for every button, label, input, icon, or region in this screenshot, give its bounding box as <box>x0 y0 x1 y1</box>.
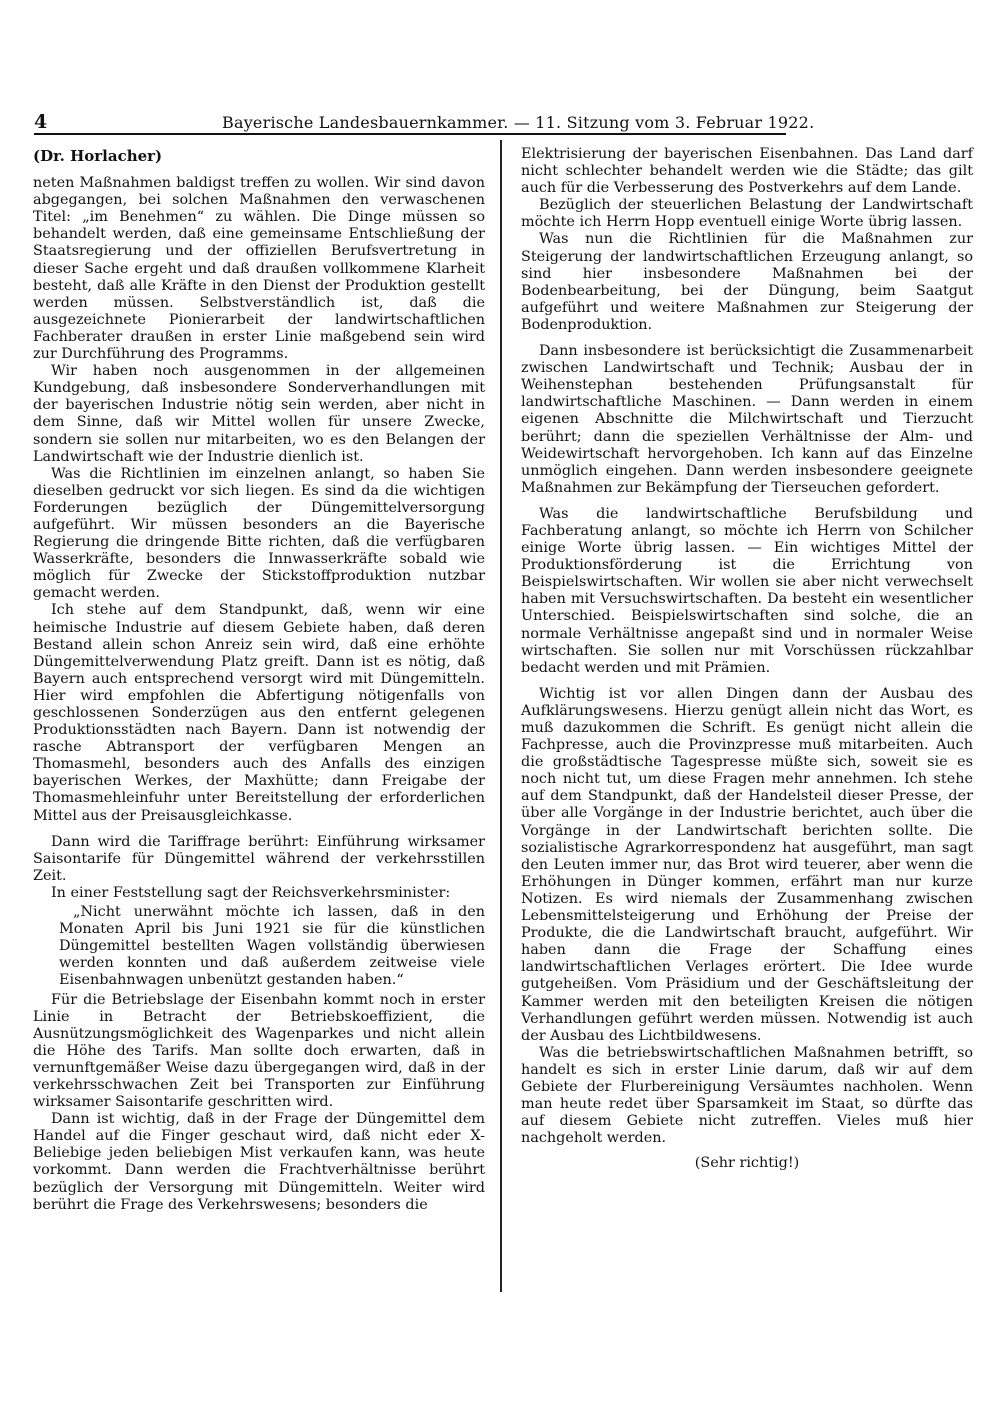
paragraph: Elektrisierung der bayerischen Eisenbahnen. Das Land darf nicht schlechter behandelt werden wie die Städte; das gilt auch für die Verbesserung des Postverkehrs auf dem Lande. <box>521 146 973 197</box>
paragraph: Was nun die Richtlinien für die Maßnahmen zur Steigerung der landwirtschaftlichen Erzeugung anlangt, so sind hier insbesondere Maßnahmen bei der Bodenbearbeitung, bei der Düngung, beim Saatgut aufgeführt und weitere Maßnahmen zur Steigerung der Bodenproduktion. <box>521 231 973 333</box>
paragraph: Für die Betriebslage der Eisenbahn kommt noch in erster Linie in Betracht der Betriebskoeffizient, die Ausnützungsmöglichkeit des Wagenparkes und nicht allein die Höhe des Tarifs. Man sollte doch erwarten, daß in vernunftgemäßer Weise dazu übergegangen wird, daß in der verkehrsschwachen Zeit bei Transporten zur Einführung wirksamer Saisontarife geschritten wird. <box>33 991 485 1111</box>
paragraph: neten Maßnahmen baldigst treffen zu wollen. Wir sind davon abgegangen, bei solchen Maßnahmen den verwaschenen Titel: „im Benehmen“ zu wählen. Die Dinge müssen so behandelt werden, daß eine gemeinsame Entschließung der Staatsregierung und der offiziellen Berufsvertretung in dieser Sache ergeht und daß draußen vollkommene Klarheit besteht, daß alle Kräfte in den Dienst der Produktion gestellt werden müssen. Selbstverständlich ist, daß die ausgezeichnete Pionierarbeit der landwirtschaftlichen Fachberater draußen in erster Linie maßgebend sein wird zur Durchführung des Programms. <box>33 175 485 363</box>
paragraph: Was die Richtlinien im einzelnen anlangt, so haben Sie dieselben gedruckt vor sich liegen. Es sind da die wichtigen Forderungen bezüglich der Düngemittelversorgung aufgeführt. Wir müssen besonders an die Bayerische Regierung die dringende Bitte richten, daß die verfügbaren Wasserkräfte, besonders die Innwasserkräfte sobald wie möglich für Zwecke der Stickstoffproduktion nutzbar gemacht werden. <box>33 465 485 602</box>
paragraph: Wichtig ist vor allen Dingen dann der Ausbau des Aufklärungswesens. Hierzu genügt allein nicht das Wort, es muß dazukommen die Schrift. Es genügt nicht allein die Fachpresse, auch die Provinzpresse muß mitarbeiten. Auch die großstädtische Tagespresse müßte sich, soweit sie es noch nicht tut, um diese Fragen mehr annehmen. Ich stehe auf dem Standpunkt, daß der Handelsteil dieser Presse, der über alle Vorgänge in der Industrie berichtet, auch über die Vorgänge in der Landwirtschaft berichten sollte. Die sozialistische Agrarkorrespondenz hat ausgeführt, man sagt den Leuten immer nur, das Brot wird teuerer, aber wenn die Erhöhungen in Dünger kommen, erfährt man nur kurze Notizen. Es wird niemals der Zusammenhang zwischen Lebensmittelsteigerung und Erhöhung der Preise der Produkte, die die Landwirtschaft braucht, aufgeführt. Wir haben dann die Frage der Schaffung eines landwirtschaftlichen Verlages erörtert. Die Idee wurde gutgeheißen. Vom Präsidium und der Geschäftsleitung der Kammer werden mit den beteiligten Kreisen die nötigen Verhandlungen geführt werden müssen. Notwendig ist auch der Ausbau des Lichtbildwesens. <box>521 685 973 1044</box>
paragraph: Ich stehe auf dem Standpunkt, daß, wenn wir eine heimische Industrie auf diesem Gebiete haben, daß deren Bestand allein schon Anreiz sein wird, daß eine erhöhte Düngemittelverwendung Platz greift. Dann ist es nötig, daß Bayern auch entsprechend versorgt wird mit Düngemitteln. Hier wird empfohlen die Abfertigung nötigenfalls von geschlossenen Sonderzügen aus den entfernt gelegenen Produktionsstädten nach Bayern. Dann ist notwendig der rasche Abtransport der verfügbaren Mengen an Thomasmehl, besonders auch des Anfalls des einzigen bayerischen Werkes, der Maxhütte; dann Freigabe der Thomasmehleinfuhr unter Bereitstellung der erforderlichen Mittel aus der Preisausgleichkasse. <box>33 602 485 824</box>
running-header <box>34 109 815 135</box>
right-column <box>521 146 973 1172</box>
paragraph: Dann ist wichtig, daß in der Frage der Düngemittel dem Handel auf die Finger geschaut wird, daß nicht eder X-Beliebige jeden beliebigen Mist verkaufen kann, was heute vorkommt. Dann werden die Frachtverhältnisse berührt bezüglich der Versorgung mit Düngemitteln. Weiter wird berührt die Frage des Verkehrswesens; besonders die <box>33 1111 485 1213</box>
paragraph: Bezüglich der steuerlichen Belastung der Landwirtschaft möchte ich Herrn Hopp eventuell einige Worte übrig lassen. <box>521 197 973 231</box>
header-title: Bayerische Landesbauernkammer. — 11. Sitzung vom 3. Februar 1922. <box>222 113 815 132</box>
paragraph: In einer Feststellung sagt der Reichsverkehrsminister: <box>51 884 451 901</box>
paragraph: Dann insbesondere ist berücksichtigt die Zusammenarbeit zwischen Landwirtschaft und Technik; Ausbau der in Weihenstephan bestehenden Prüfungsanstalt für landwirtschaftliche Maschinen. — Dann werden in einem eigenen Abschnitte die Milchwirtschaft und Tierzucht berührt; dann die speziellen Verhältnisse der Alm- und Weidewirtschaft hervorgehoben. Ich kann auf das Einzelne unmöglich eingehen. Dann werden insbesondere geeignete Maßnahmen zur Bekämpfung der Tierseuchen gefordert. <box>521 343 973 496</box>
page-number: 4 <box>34 111 48 133</box>
column-divider <box>500 140 502 1292</box>
paragraph: Was die landwirtschaftliche Berufsbildung und Fachberatung anlangt, so möchte ich Herrn von Schilcher einige Worte übrig lassen. — Ein wichtiges Mittel der Produktionsförderung ist die Errichtung von Beispielswirtschaften. Wir wollen sie aber nicht verwechselt haben mit Versuchswirtschaften. Da besteht ein wesentlicher Unterschied. Beispielswirtschaften sind solche, die an normale Verhältnisse angepaßt sind und in normaler Weise wirtschaften. Sie sollen nur mit Vorschüssen rückzahlbar bedacht werden und mit Prämien. <box>521 505 973 676</box>
block-quote: „Nicht unerwähnt möchte ich lassen, daß in den Monaten April bis Juni 1921 sie für die künstlichen Düngemittel bestellten Wagen vollständig überwiesen werden konnten und daß außerdem zeitweise viele Eisenbahnwagen unbenützt gestanden haben.“ <box>59 904 485 989</box>
closing-remark: (Sehr richtig!) <box>694 1155 800 1172</box>
paragraph: Was die betriebswirtschaftlichen Maßnahmen betrifft, so handelt es sich in erster Linie darum, daß wir auf dem Gebiete der Flurbereinigung Versäumtes nachholen. Wenn man heute redet über Sparsamkeit im Staat, so dürfte das auf diesem Gebiete nicht zutreffen. Vieles muß hier nachgeholt werden. <box>521 1044 973 1147</box>
paragraph: Wir haben noch ausgenommen in der allgemeinen Kundgebung, daß insbesondere Sonderverhandlungen mit der bayerischen Industrie nötig sein werden, aber nicht in dem Sinne, daß wir Mittel wollen für unsere Zwecke, sondern sie sollen nur mitarbeiten, wo es den Belangen der Landwirtschaft wie der Industrie dienlich ist. <box>33 363 485 465</box>
paragraph: Dann wird die Tariffrage berührt: Einführung wirksamer Saisontarife für Düngemittel während der verkehrsstillen Zeit. <box>33 833 485 884</box>
left-column <box>33 148 485 1214</box>
speaker-name: (Dr. Horlacher) <box>33 147 163 165</box>
